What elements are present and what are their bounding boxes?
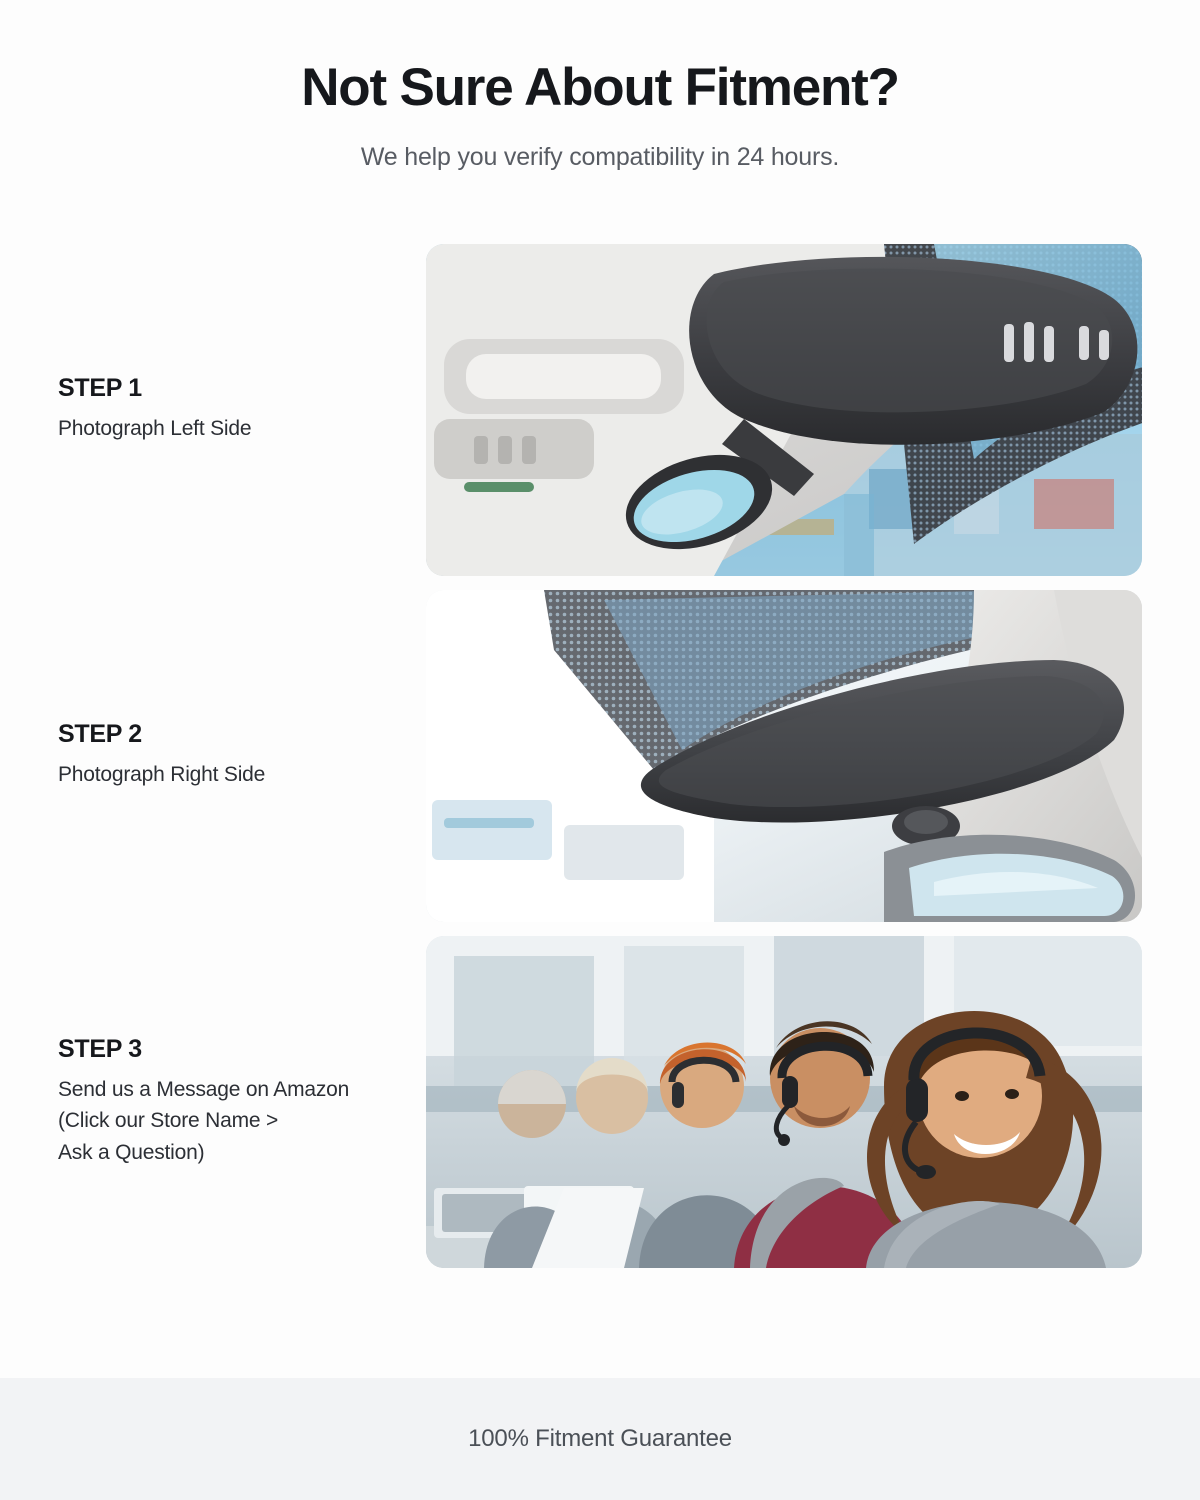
step-row [58,936,1142,1268]
page-header [0,0,1200,172]
page-subtitle: We help you verify compatibility in 24 hours. [360,142,840,171]
step-3-text [58,1035,426,1170]
step-1-description-line-1: Photograph Left Side [58,417,252,441]
step-3-description [58,1074,406,1170]
step-2-description [58,759,406,791]
step-2-label: STEP 2 [58,720,142,749]
footer-bar [0,1378,1200,1500]
step-1-description [58,413,406,445]
step-2-description-line-1: Photograph Right Side [58,763,266,787]
step-3-description-line-1: Send us a Message on Amazon [58,1077,350,1101]
page-title: Not Sure About Fitment? [301,58,899,117]
step-2-text [58,720,426,791]
step-3-description-line-2: (Click our Store Name > [58,1109,279,1133]
fitment-guarantee-text: 100% Fitment Guarantee [468,1425,732,1452]
steps-list [0,244,1200,1378]
step-1-image [426,244,1142,576]
step-2-image [426,590,1142,922]
step-3-label: STEP 3 [58,1034,142,1063]
windshield-mirror-left-illustration [426,244,1142,576]
step-row [58,590,1142,922]
step-1-label: STEP 1 [58,374,142,403]
step-row [58,244,1142,576]
customer-support-team-illustration [426,936,1142,1268]
step-3-description-line-3: Ask a Question) [58,1141,205,1165]
step-3-image [426,936,1142,1268]
step-1-text [58,374,426,445]
windshield-mirror-right-illustration [426,590,1142,922]
